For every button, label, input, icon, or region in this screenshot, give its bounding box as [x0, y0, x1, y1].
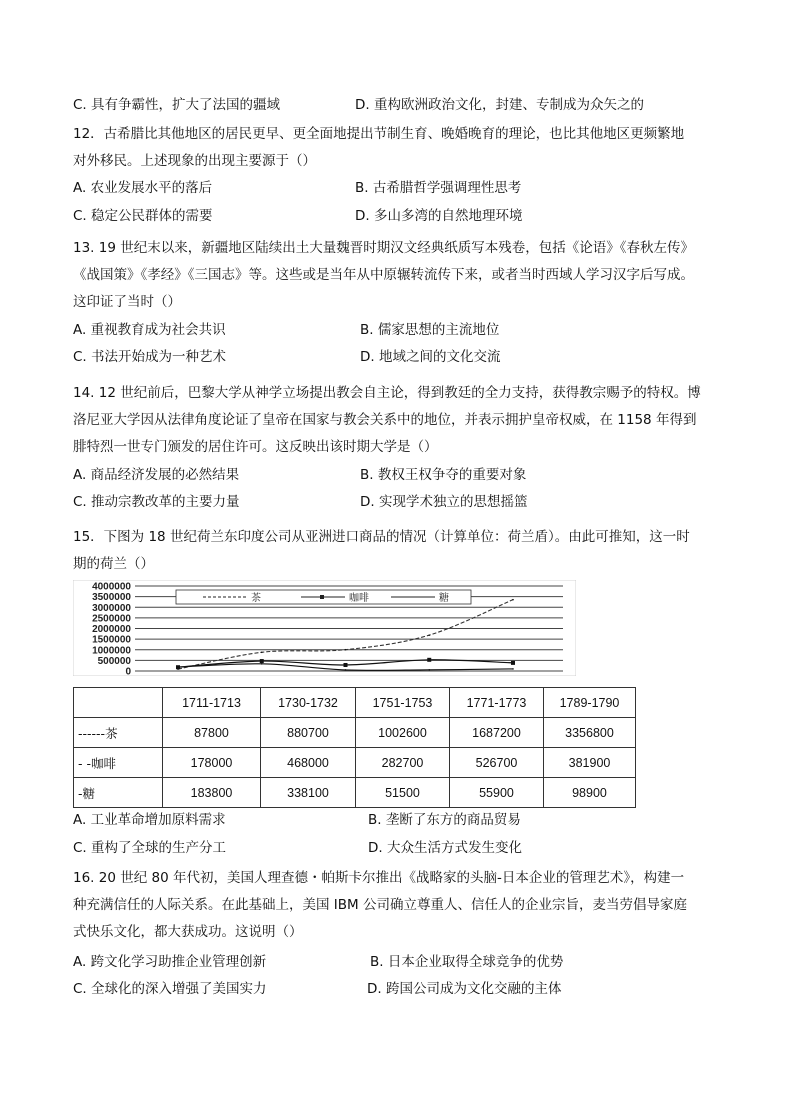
table-cell: 98900	[544, 778, 636, 808]
legend-label: 茶	[251, 593, 261, 604]
q14-option-c: C. 推动宗教改革的主要力量	[73, 494, 240, 510]
y-tick-label: 1500000	[92, 634, 131, 646]
table-row-label: - -咖啡	[74, 748, 163, 778]
q11-option-d: D. 重构欧洲政治文化，封建、专制成为众矢之的	[355, 97, 644, 113]
data-point	[511, 661, 515, 665]
table-cell: 1002600	[356, 718, 450, 748]
table-cell: 51500	[356, 778, 450, 808]
table-cell: 381900	[544, 748, 636, 778]
q15-stem-line2: 期的荷兰（）	[73, 556, 154, 572]
legend-label: 咖啡	[349, 593, 369, 604]
data-point	[344, 663, 348, 667]
data-point	[177, 666, 179, 668]
q12-option-d: D. 多山多湾的自然地理环境	[355, 208, 523, 224]
table-cell: 282700	[356, 748, 450, 778]
table-cell: 338100	[261, 778, 356, 808]
q15-stem-line1: 15．下图为 18 世纪荷兰东印度公司从亚洲进口商品的情况（计算单位：荷兰盾）。由此可推知，这一时	[73, 529, 690, 545]
data-point	[427, 658, 431, 662]
table-row	[74, 778, 636, 808]
table-cell: 526700	[450, 748, 544, 778]
data-point	[261, 663, 263, 665]
q14-stem-line2: 洛尼亚大学因从法律角度论证了皇帝在国家与教会关系中的地位，并表示拥护皇帝权威，在 1158 年得到	[73, 412, 697, 428]
table-header-cell: 1789-1790	[544, 688, 636, 718]
data-point	[261, 651, 263, 653]
chart-legend	[176, 590, 471, 604]
table-cell: 55900	[450, 778, 544, 808]
table-header-cell: 1730-1732	[261, 688, 356, 718]
q13-option-c: C. 书法开始成为一种艺术	[73, 349, 227, 365]
q12-option-c: C. 稳定公民群体的需要	[73, 208, 213, 224]
table-header-cell: 1751-1753	[356, 688, 450, 718]
table-row-label: -糖	[74, 778, 163, 808]
import-line-chart	[73, 580, 576, 676]
q16-option-a: A. 跨文化学习助推企业管理创新	[73, 954, 267, 970]
y-tick-label: 4000000	[92, 581, 131, 593]
table-cell: 1687200	[450, 718, 544, 748]
table-cell: 468000	[261, 748, 356, 778]
q13-option-b: B. 儒家思想的主流地位	[360, 322, 500, 338]
q13-stem-line1: 13. 19 世纪末以来，新疆地区陆续出土大量魏晋时期汉文经典纸质写本残卷，包括《论语》《春秋左传》	[73, 240, 694, 256]
q14-option-b: B. 教权王权争夺的重要对象	[360, 467, 527, 483]
q13-stem-line3: 这印证了当时（）	[73, 294, 181, 310]
q16-option-d: D. 跨国公司成为文化交融的主体	[367, 981, 562, 997]
data-point	[345, 649, 347, 651]
q11-option-c: C. 具有争霸性，扩大了法国的疆域	[73, 97, 281, 113]
table-row	[74, 718, 636, 748]
legend-label: 糖	[439, 593, 449, 604]
q12-stem-line2: 对外移民。上述现象的出现主要源于（）	[73, 153, 316, 169]
q14-option-d: D. 实现学术独立的思想摇篮	[360, 494, 528, 510]
y-tick-label: 3500000	[92, 592, 131, 604]
y-tick-label: 1000000	[92, 645, 131, 657]
data-point	[428, 669, 430, 671]
q16-stem-line3: 式快乐文化，都大获成功。这说明（）	[73, 924, 303, 940]
table-row	[74, 748, 636, 778]
table-row-label: ------茶	[74, 718, 163, 748]
q15-option-b: B. 垄断了东方的商品贸易	[368, 812, 521, 828]
q16-option-c: C. 全球化的深入增强了美国实力	[73, 981, 267, 997]
y-tick-label: 3000000	[92, 602, 131, 614]
q15-option-a: A. 工业革命增加原料需求	[73, 812, 226, 828]
q14-stem-line1: 14. 12 世纪前后，巴黎大学从神学立场提出教会自主论，得到教廷的全力支持，获得教宗赐予的特权。博	[73, 385, 701, 401]
q12-option-b: B. 古希腊哲学强调理性思考	[355, 180, 522, 196]
q16-option-b: B. 日本企业取得全球竞争的优势	[370, 954, 564, 970]
data-point	[345, 669, 347, 671]
import-data-table	[73, 687, 636, 808]
table-header-row	[74, 688, 636, 718]
data-point	[512, 599, 514, 601]
table-cell: 3356800	[544, 718, 636, 748]
table-header-cell: 1711-1713	[163, 688, 261, 718]
y-tick-label: 500000	[97, 655, 131, 667]
q13-stem-line2: 《战国策》《孝经》《三国志》等。这些或是当年从中原辗转流传下来，或者当时西域人学习汉字后写成。	[73, 267, 694, 283]
q13-option-d: D. 地域之间的文化交流	[360, 349, 501, 365]
table-cell: 880700	[261, 718, 356, 748]
q16-stem-line2: 种充满信任的人际关系。在此基础上，美国 IBM 公司确立尊重人、信任人的企业宗旨，麦当劳倡导家庭	[73, 897, 687, 913]
table-cell: 87800	[163, 718, 261, 748]
y-tick-label: 0	[125, 666, 131, 676]
table-cell: 178000	[163, 748, 261, 778]
table-cell: 183800	[163, 778, 261, 808]
q14-stem-line3: 腓特烈一世专门颁发的居住许可。这反映出该时期大学是（）	[73, 439, 438, 455]
q14-option-a: A. 商品经济发展的必然结果	[73, 467, 240, 483]
q12-stem-line1: 12．古希腊比其他地区的居民更早、更全面地提出节制生育、晚婚晚育的理论，也比其他地区更频繁地	[73, 126, 685, 142]
table-header-cell: 1771-1773	[450, 688, 544, 718]
data-point	[260, 659, 264, 663]
q12-option-a: A. 农业发展水平的落后	[73, 180, 213, 196]
q15-option-d: D. 大众生活方式发生变化	[368, 840, 522, 856]
q16-stem-line1: 16. 20 世纪 80 年代初，美国人理查德・帕斯卡尔推出《战略家的头脑-日本企业的管理艺术》，构建一	[73, 870, 685, 886]
table-header-cell	[74, 688, 163, 718]
chart-y-axis	[92, 582, 131, 677]
y-tick-label: 2000000	[92, 624, 131, 635]
q15-option-c: C. 重构了全球的生产分工	[73, 840, 227, 856]
legend-marker	[320, 595, 324, 599]
y-tick-label: 2500000	[92, 613, 131, 625]
data-point	[512, 668, 514, 670]
data-point	[428, 634, 430, 636]
q13-option-a: A. 重视教育成为社会共识	[73, 322, 226, 338]
